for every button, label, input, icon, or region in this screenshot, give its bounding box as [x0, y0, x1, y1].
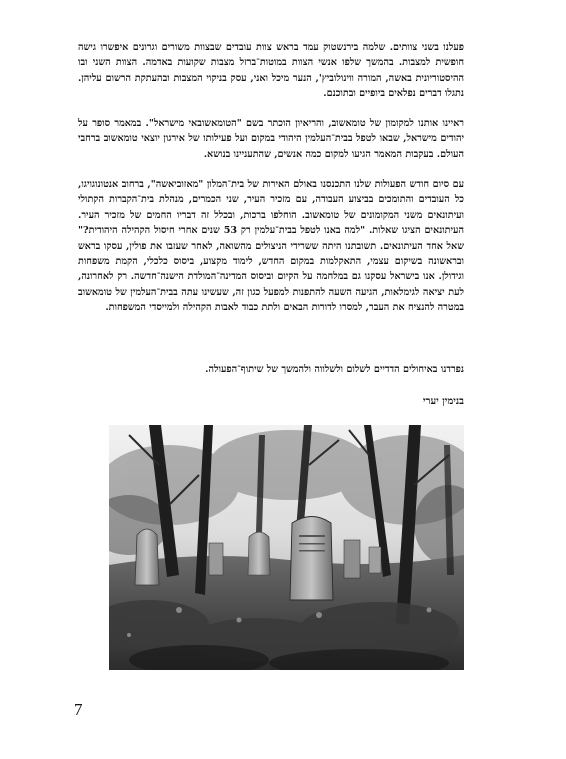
paragraph-3: עם סיום חודש הפעולות שלנו התכנסנו באולם האירות של בית־המלון "מאזוביאשה", ברחוב אנטונוגויגו, כל העובדים והתומכים בביצוע העבודה, עם מזכיר העיר, שני הכמרים, מנהלת בית־הקברות הקתולי ועיתונאים משני המקומונים של טומאשוב. הוחלפו ברכות, ובכלל זה דבריו החמים של מזכיר העיר. העיתונאים הציגו שאלות. "למה באנו לטפל בבית־עלמין רק 53 שנים אחרי חיסול הקהילה היהודית?" שאל אחד העיתונאים. תשובתנו היתה ששרידי הניצולים מהשואה, לאחר שעזבו את פולין, עסקו בראש ובראשונה בשיקום עצמי, התאקלמות במקום החדש, לימוד מקצוע, ביסוס כלכלי, הקמת משפחות וגידולן. אנו בישראל עסקנו גם במלחמה על הקיום וביסוס המדינה־המולדת הישנה־חדשה. רק לאחרונה, לעת יציאה לגימלאות, הגיעה השעה להתפנות למפעל כגון זה, שעשינו עתה בבית־העלמין של טומאשוב במטרה להנציח את העבר, למסרו לדורות הבאים ולתת כבוד לאבות הקהילה ולמייסדי המשפחות. — [78, 179, 464, 314]
cemetery-photo — [109, 425, 464, 670]
paragraph-4: נפרדנו באיחולים הדדיים לשלום ולשלווה ולהמשך של שיתוף־הפעולה. — [205, 364, 464, 375]
cemetery-photo-image — [109, 425, 464, 670]
paragraph-2: ראיינו אותנו למקומון של טומאשוב, והריאיון הוכתר בשם "הטומאשובאי מישראל". במאמר סופר על יהודים מישראל, שבאו לטפל בבית־העלמין היהודי במקום ועל פעילותו של אירגון יוצאי טומאשוב ברחבי העולם. בעקבות המאמר הגיעו למקום כמה אנשים, שהתעניינו בנושא. — [78, 118, 464, 160]
author-signature: בנימין יערי — [422, 396, 464, 407]
page-number: 7 — [74, 700, 83, 719]
paragraph-1: פעלנו בשני צוותים. שלמה בירנשטוק עמד בראש צוות עובדים שבצוות משורים וגרונים איפשרו גישה חופשית למצבות. בהמשך שלפו אנשי הצוות במוטות־ברזל מצבות שקועות באדמה. הצוות השני ובו ההיסטוריונית באשה, המורה ווינולוביץ', הנער מיכל ואני, עסק בניקוי המצבות ובהעתקת הרשום עליהן. נתגלו דברים נפלאים ביופיים ובתוכנם. — [78, 42, 464, 100]
